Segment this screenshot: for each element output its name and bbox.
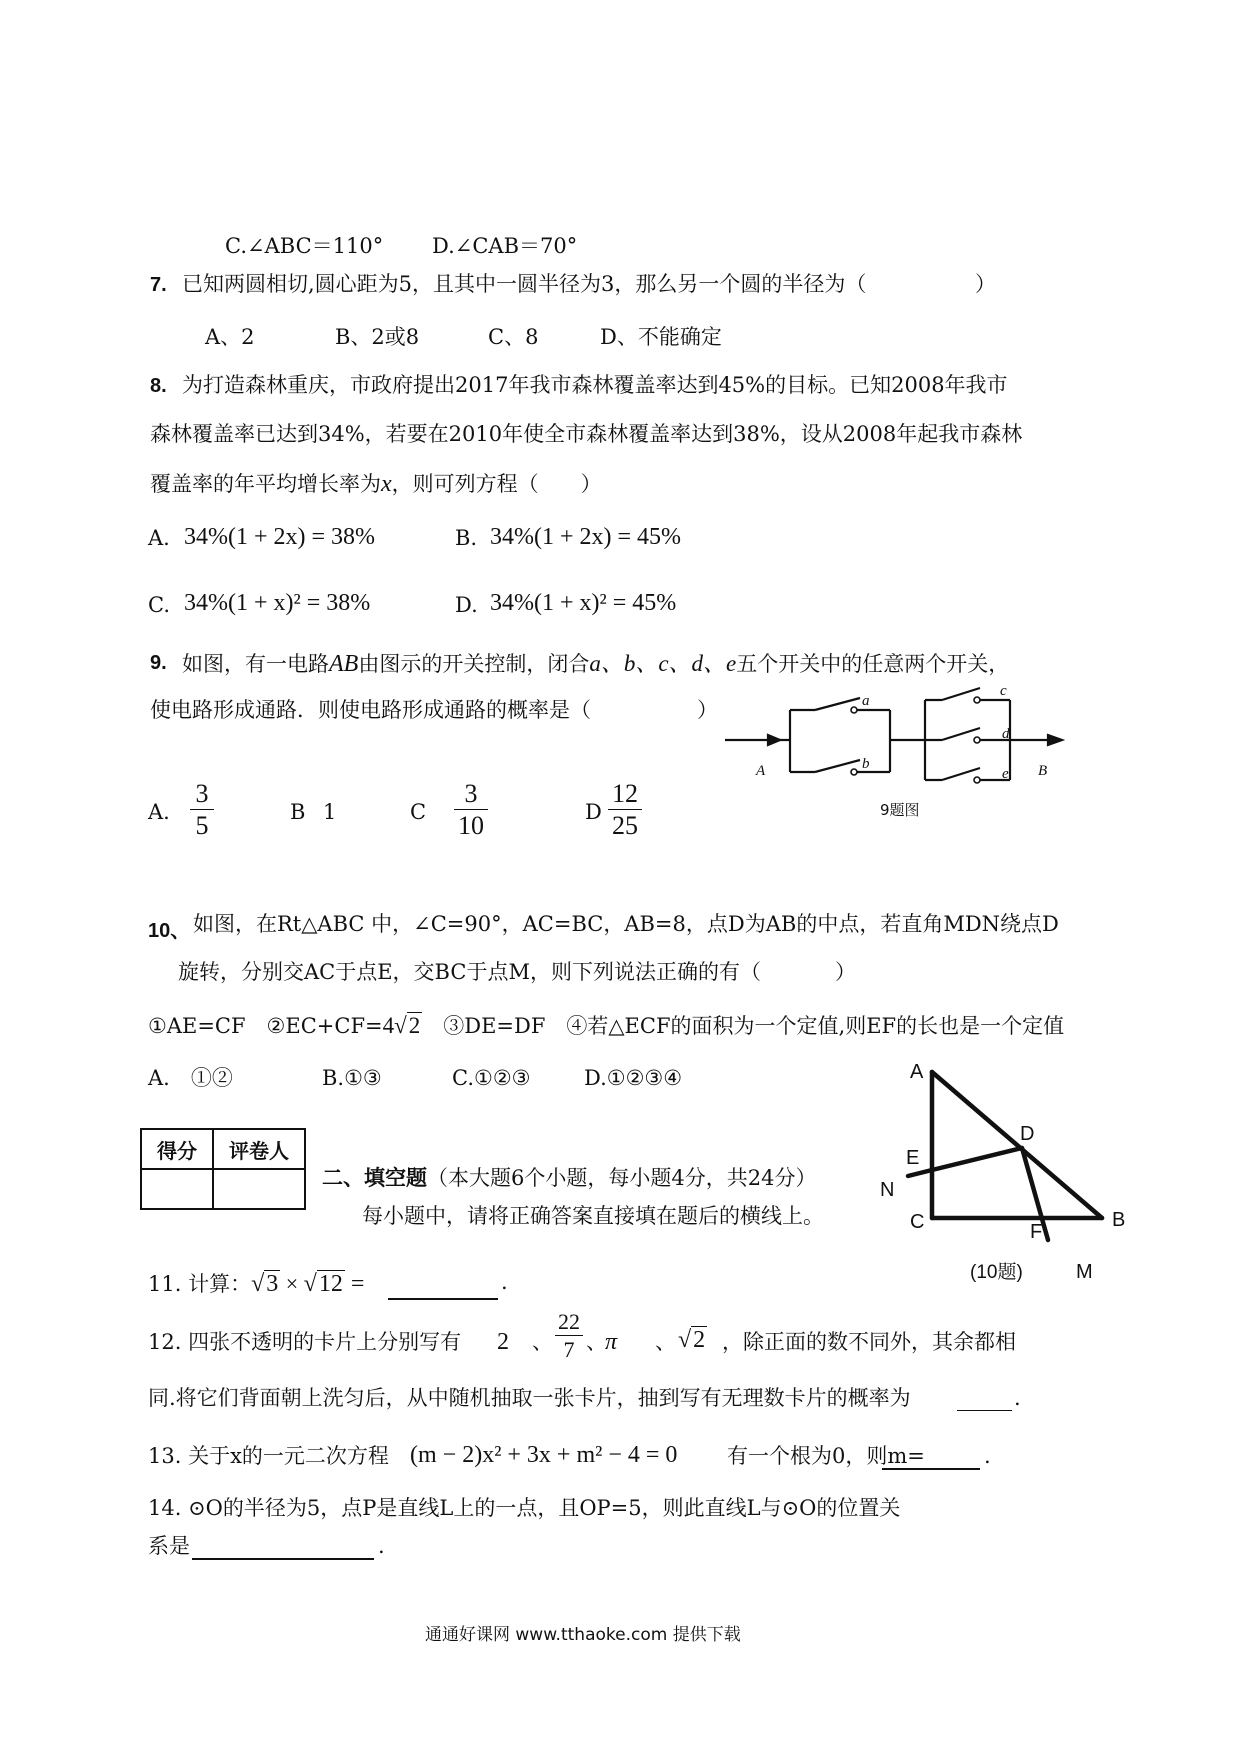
page-footer: 通通好课网 www.tthaoke.com 提供下载 — [425, 1625, 741, 1645]
score-cell[interactable] — [141, 1169, 213, 1209]
q10-label-c: C — [910, 1211, 925, 1233]
q8-number: 8. — [150, 375, 167, 397]
q12-fraction: 22 7 — [555, 1310, 583, 1361]
q9-option-b-value: 1 — [323, 800, 337, 824]
q14-end: . — [378, 1534, 385, 1558]
q9-label-a-point: A — [756, 763, 766, 779]
q9-circuit-figure — [720, 680, 1070, 820]
q6-option-d: D.∠CAB＝70° — [432, 234, 578, 258]
q8-option-c-label: C. — [148, 593, 170, 617]
q10-option-a: A. ①② — [148, 1066, 233, 1090]
q10-label-e: E — [906, 1147, 920, 1169]
score-table — [140, 1128, 306, 1210]
q9-switch-list: a、b、c、d、e — [589, 651, 737, 676]
q10-line2: 旋转，分别交AC于点E，交BC于点M，则下列说法正确的有（ — [178, 960, 761, 984]
q9-line1 — [182, 652, 1009, 676]
q9-line1-a: 如图，有一电路 — [182, 652, 329, 676]
grader-cell[interactable] — [213, 1169, 305, 1209]
q12-answer-blank[interactable] — [957, 1410, 1012, 1411]
section2-desc: （本大题6个小题，每小题4分，共24分） — [427, 1166, 817, 1190]
q13-answer-blank[interactable] — [882, 1468, 980, 1470]
q9-switch-a: a — [862, 693, 870, 709]
q7-option-c: C、8 — [488, 325, 539, 349]
q13-pre: 13. 关于x的一元二次方程 — [148, 1444, 389, 1468]
q8-option-d-label: D. — [455, 593, 478, 617]
q10-paren-close: ） — [835, 960, 856, 984]
q10-statements: ①AE=CF ②EC+CF=4√2 ③DE=DF ④若△ECF的面积为一个定值,则EF的长也是一个定值 — [148, 1013, 1065, 1038]
q11-line: 11. 计算：√3 × √12 = — [148, 1271, 365, 1297]
q8-line2: 森林覆盖率已达到34%，若要在2010年使全市森林覆盖率达到38%，设从2008年起我市森林 — [150, 422, 1023, 446]
q9-switch-e: e — [1002, 766, 1009, 782]
q10-label-a: A — [910, 1061, 924, 1083]
section2-title: 二、填空题 — [322, 1167, 427, 1190]
q7-option-b: B、2或8 — [335, 325, 420, 349]
q8-option-b-expr: 34%(1 + 2x) = 45% — [490, 524, 682, 550]
q7-text: 已知两圆相切,圆心距为5，且其中一圆半径为3，那么另一个圆的半径为（ — [182, 272, 867, 296]
q11-end: . — [501, 1270, 508, 1294]
q9-ab: AB — [329, 651, 359, 677]
section2-instructions: 每小题中，请将正确答案直接填在题后的横线上。 — [362, 1204, 824, 1228]
q9-line2: 使电路形成通路．则使电路形成通路的概率是（ — [150, 698, 591, 722]
section2-heading — [322, 1168, 816, 1189]
q10-triangle-figure — [870, 1060, 1140, 1290]
q10-label-d: D — [1020, 1123, 1035, 1145]
q9-figure-caption: 9题图 — [880, 801, 920, 819]
q9-option-c-label: C — [410, 800, 427, 824]
q13-post: 有一个根为0，则m= — [727, 1444, 925, 1468]
q10-line1: 如图，在Rt△ABC 中，∠C=90°，AC=BC，AB=8，点D为AB的中点，若直角MDN绕点D — [193, 912, 1059, 936]
q11-radicand-1: 3 — [266, 1271, 279, 1297]
q9-option-a-frac: 3 5 — [190, 780, 214, 840]
q9-switch-c: c — [1000, 683, 1007, 699]
q10-figure-caption: (10题) — [970, 1262, 1023, 1283]
grader-header: 评卷人 — [213, 1129, 305, 1169]
q6-option-c: C.∠ABC＝110° — [225, 234, 384, 258]
q14-line1: 14. ⊙O的半径为5，点P是直线L上的一点，且OP=5，则此直线L与⊙O的位置关 — [148, 1496, 901, 1520]
q11-label: 11. 计算： — [148, 1272, 252, 1296]
q8-option-a-label: A. — [148, 526, 170, 550]
q14-line2: 系是 — [148, 1534, 190, 1558]
q9-paren-close: ） — [697, 698, 718, 722]
q10-option-d: D.①②③④ — [584, 1066, 683, 1090]
q12-line2: 同.将它们背面朝上洗匀后，从中随机抽取一张卡片，抽到写有无理数卡片的概率为 — [148, 1386, 911, 1410]
q7-number: 7. — [150, 274, 167, 296]
q12-radical: √2 — [678, 1327, 706, 1353]
q13-equation: (m − 2)x² + 3x + m² − 4 = 0 — [410, 1442, 678, 1468]
q12-end: . — [1014, 1386, 1021, 1410]
score-header: 得分 — [141, 1129, 213, 1169]
q8-option-c-expr: 34%(1 + x)² = 38% — [184, 590, 371, 616]
q8-line3-post: ，则可列方程（ ） — [391, 472, 602, 496]
q8-option-a-expr: 34%(1 + 2x) = 38% — [184, 524, 376, 550]
q9-label-b-point: B — [1038, 763, 1048, 779]
q9-number: 9. — [150, 652, 167, 674]
q9-switch-b: b — [862, 756, 870, 772]
q10-label-f: F — [1030, 1221, 1043, 1243]
q9-option-d-label: D — [585, 800, 602, 824]
q11-answer-blank[interactable] — [388, 1298, 498, 1300]
q12-sep-3: 、 — [655, 1330, 676, 1354]
q8-line3-pre: 覆盖率的年平均增长率为 — [150, 472, 381, 496]
q9-line1-c: 五个开关中的任意两个开关， — [736, 652, 1010, 676]
q13-end: . — [984, 1444, 991, 1468]
q8-line3 — [150, 472, 602, 496]
q8-option-b-label: B. — [455, 526, 478, 550]
q12-post: ，除正面的数不同外，其余都相 — [722, 1330, 1016, 1354]
q12-value-2: 2 — [497, 1329, 509, 1355]
q12-label: 12. 四张不透明的卡片上分别写有 — [148, 1330, 462, 1354]
q8-var-x: x — [381, 471, 392, 497]
q7-option-a: A、2 — [205, 325, 255, 349]
q11-radicand-2: 12 — [318, 1271, 343, 1297]
q8-option-d-expr: 34%(1 + x)² = 45% — [490, 590, 677, 616]
q9-line1-b: 由图示的开关控制，闭合 — [358, 652, 590, 676]
q10-label-m: M — [1076, 1261, 1093, 1283]
q10-label-b: B — [1112, 1209, 1126, 1231]
q12-sep-2: 、 — [586, 1330, 607, 1354]
q9-option-b-label: B — [290, 800, 306, 824]
q10-number: 10、 — [148, 920, 191, 942]
q10-option-c: C.①②③ — [452, 1066, 531, 1090]
q9-option-c-frac: 3 10 — [454, 780, 488, 840]
q9-switch-d: d — [1002, 726, 1010, 742]
q8-line1: 为打造森林重庆，市政府提出2017年我市森林覆盖率达到45%的目标。已知2008年我市 — [182, 373, 1008, 397]
q9-option-d-frac: 12 25 — [608, 780, 642, 840]
q12-sep-1: 、 — [532, 1330, 553, 1354]
q10-option-b: B.①③ — [322, 1066, 382, 1090]
q7-paren-close: ） — [975, 272, 996, 296]
q12-pi: π — [605, 1329, 618, 1355]
q10-label-n: N — [880, 1179, 895, 1201]
q9-option-a-label: A. — [148, 800, 170, 824]
q14-answer-blank[interactable] — [192, 1558, 374, 1560]
q7-option-d: D、不能确定 — [600, 325, 722, 349]
